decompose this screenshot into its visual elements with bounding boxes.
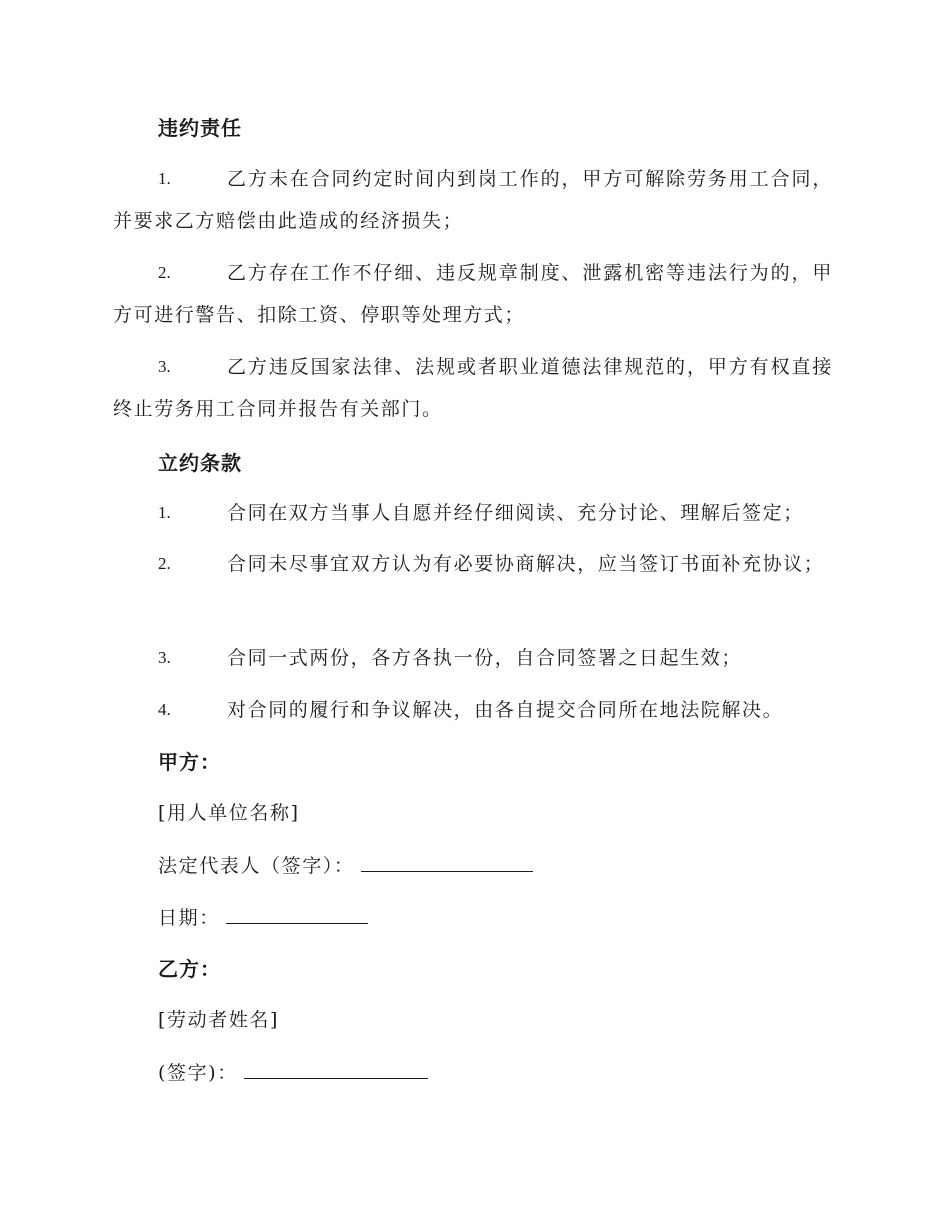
clause-text: 乙方违反国家法律、法规或者职业道德法律规范的，甲方有权直接终止劳务用工合同并报告有关部门。 xyxy=(113,356,833,420)
clause-number: 1. xyxy=(158,169,171,188)
breach-clause-3 xyxy=(113,346,833,430)
signature-field[interactable] xyxy=(244,1058,428,1079)
party-a-representative-row xyxy=(158,851,533,880)
representative-signature-field[interactable] xyxy=(361,851,533,872)
clause-text: 乙方未在合同约定时间内到岗工作的，甲方可解除劳务用工合同，并要求乙方赔偿由此造成的经济损失； xyxy=(113,168,833,232)
clause-number: 1. xyxy=(158,503,171,522)
representative-signature-label: 法定代表人（签字）： xyxy=(158,855,355,877)
party-b-signature-row xyxy=(158,1058,428,1087)
clause-number: 4. xyxy=(158,700,171,719)
terms-clause-1 xyxy=(113,492,833,534)
section-title-terms: 立约条款 xyxy=(158,451,242,475)
party-a-heading: 甲方： xyxy=(158,750,221,774)
party-a-name: [用人单位名称] xyxy=(158,802,300,824)
clause-number: 2. xyxy=(158,554,171,573)
party-b-name: [劳动者姓名] xyxy=(158,1009,280,1031)
section-title-breach: 违约责任 xyxy=(158,116,242,140)
clause-number: 2. xyxy=(158,263,171,282)
terms-clause-3 xyxy=(113,637,833,679)
breach-clause-1 xyxy=(113,158,833,242)
clause-text: 合同未尽事宜双方认为有必要协商解决，应当签订书面补充协议； xyxy=(227,553,825,575)
date-label: 日期： xyxy=(158,907,220,929)
clause-text: 对合同的履行和争议解决，由各自提交合同所在地法院解决。 xyxy=(227,699,784,721)
date-field[interactable] xyxy=(226,903,368,924)
clause-text: 合同一式两份，各方各执一份，自合同签署之日起生效； xyxy=(227,647,743,669)
breach-clause-2 xyxy=(113,252,833,336)
clause-number: 3. xyxy=(158,648,171,667)
clause-number: 3. xyxy=(158,357,171,376)
clause-text: 乙方存在工作不仔细、违反规章制度、泄露机密等违法行为的，甲方可进行警告、扣除工资、停职等处理方式； xyxy=(113,262,833,326)
terms-clause-4 xyxy=(113,689,833,731)
party-b-heading: 乙方： xyxy=(158,957,221,981)
clause-text: 合同在双方当事人自愿并经仔细阅读、充分讨论、理解后签定； xyxy=(227,502,804,524)
party-a-date-row xyxy=(158,903,368,932)
signature-label: (签字)： xyxy=(158,1062,238,1084)
terms-clause-2 xyxy=(113,543,833,585)
